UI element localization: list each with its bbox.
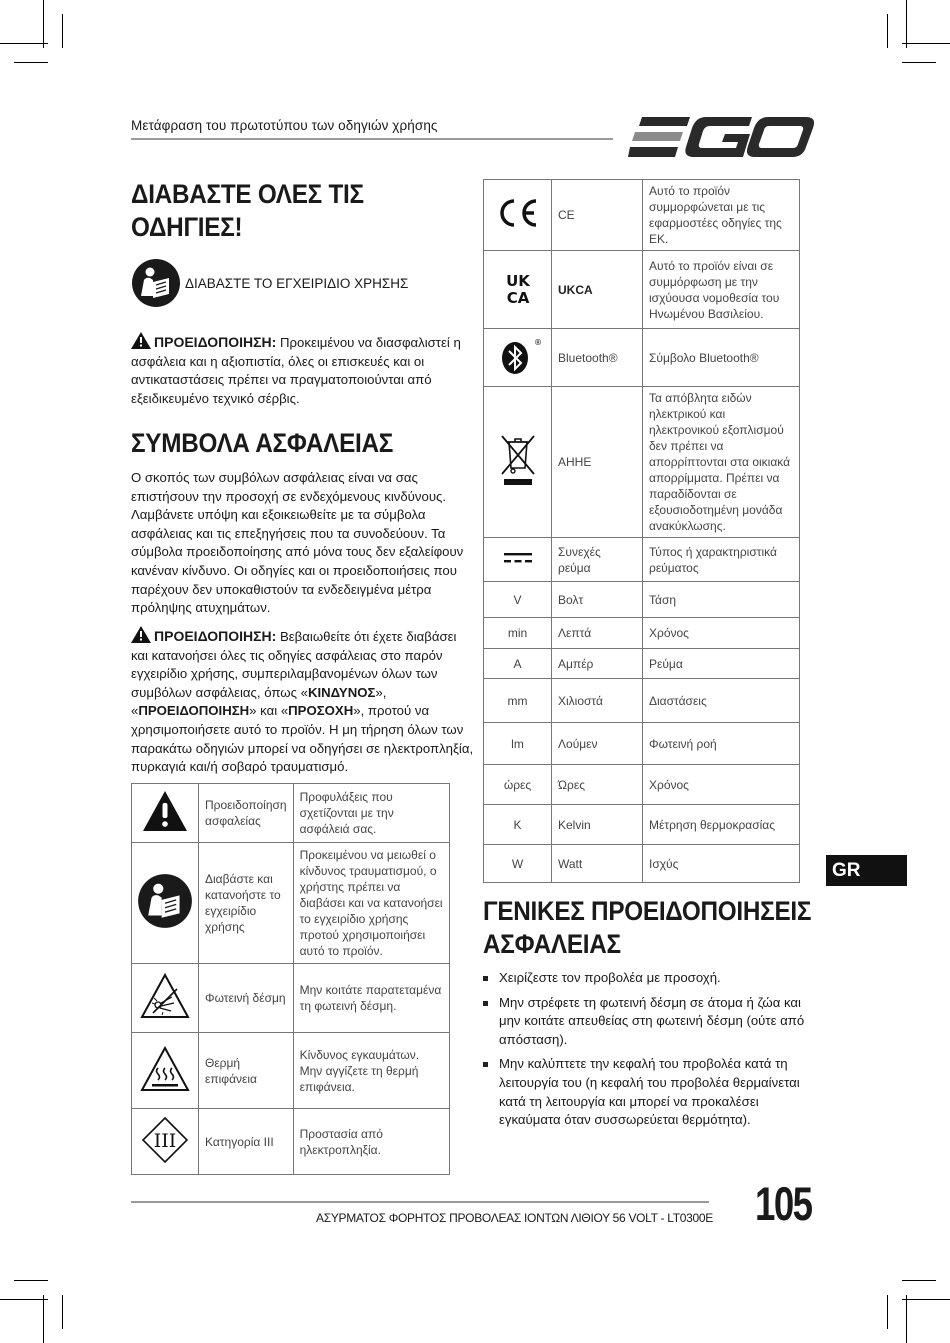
svg-text:CA: CA: [506, 288, 529, 307]
bluetooth-icon: [496, 336, 540, 376]
page-number: 105: [755, 1177, 812, 1230]
table-cell-name: CE: [552, 180, 643, 251]
header-rule: [131, 138, 613, 140]
crop-mark: [62, 14, 63, 48]
table-cell-name: Λεπτά: [552, 618, 643, 649]
table-cell-icon: [132, 964, 199, 1033]
table-cell-desc: Ισχύς: [643, 845, 800, 883]
table-cell-symbol: K: [484, 805, 552, 845]
crop-mark: [906, 1295, 907, 1343]
ego-logo: [628, 115, 814, 159]
footer-product: ΑΣΥΡΜΑΤΟΣ ΦΟΡΗΤΟΣ ΠΡΟΒΟΛΕΑΣ ΙΟΝΤΩΝ ΛΙΘΙΟΥ 56 VOLT - LT0300E: [316, 1211, 713, 1225]
table-cell-desc: Προκειμένου να μειωθεί ο κίνδυνος τραυματισμού, ο χρήστης πρέπει να διαβάσει και να κατανοήσει το εγχειρίδιο χρήσης προτού χρησιμοποιήσει αυτό το προϊόν.: [293, 843, 449, 964]
crop-mark: [902, 62, 936, 63]
read-manual-icon: [131, 258, 181, 308]
weee-icon: [498, 432, 538, 488]
general-warnings-title: [483, 895, 811, 961]
table-cell-name: Watt: [552, 845, 643, 883]
right-symbol-table: [483, 179, 800, 883]
table-cell-name: Κατηγορία III: [199, 1109, 294, 1175]
table-cell-name: Χιλιοστά: [552, 679, 643, 723]
language-tab: GR: [826, 855, 907, 886]
list-item: Χειρίζεστε τον προβολέα με προσοχή.: [483, 969, 813, 988]
table-cell-name: Θερμή επιφάνεια: [199, 1033, 294, 1109]
read-all-title-line2: ΟΔΗΓΙΕΣ!: [131, 212, 243, 242]
table-row: [484, 845, 800, 883]
table-cell-symbol: mm: [484, 679, 552, 723]
list-item: Μην στρέφετε τη φωτεινή δέσμη σε άτομα ή ζώα και μην κοιτάτε απευθείας στη φωτεινή δέσμη (ούτε από απόσταση).: [483, 994, 813, 1050]
table-cell-name: Ώρες: [552, 765, 643, 805]
list-item: Μην καλύπτετε την κεφαλή του προβολέα κατά τη λειτουργία του (η κεφαλή του προβολέα θερμαίνεται κατά τη λειτουργία και μπορεί να προκαλέσει εγκαύματα όταν συσσωρεύεται θερμότητα).: [483, 1055, 813, 1129]
warning-1-label: ΠΡΟΕΙΔΟΠΟΙΗΣΗ:: [154, 334, 277, 350]
read-all-title: [131, 178, 364, 244]
ukca-icon: [502, 271, 534, 305]
crop-mark: [0, 1299, 48, 1300]
warning-2-warning: ΠΡΟΕΙΔΟΠΟΙΗΣΗ: [138, 703, 250, 719]
table-cell-icon: [484, 329, 552, 387]
table-row: [132, 1033, 450, 1109]
crop-mark: [902, 1299, 950, 1300]
general-warnings-title-line2: ΑΣΦΑΛΕΙΑΣ: [483, 929, 621, 959]
general-warnings-title-line1: ΓΕΝΙΚΕΣ ΠΡΟΕΙΔΟΠΟΙΗΣΕΙΣ: [483, 896, 812, 926]
table-cell-desc: Διαστάσεις: [643, 679, 800, 723]
warning-1: [131, 332, 476, 408]
table-cell-name: Λούμεν: [552, 723, 643, 765]
header-subtitle: Μετάφραση του πρωτοτύπου των οδηγιών χρήσης: [131, 118, 438, 133]
crop-mark: [0, 43, 48, 44]
warning-2-label: ΠΡΟΕΙΔΟΠΟΙΗΣΗ:: [154, 628, 277, 644]
table-cell-symbol: A: [484, 649, 552, 679]
table-cell-desc: Φωτεινή ροή: [643, 723, 800, 765]
symbols-intro: Ο σκοπός των συμβόλων ασφάλειας είναι να σας επιστήσουν την προσοχή σε ενδεχόμενους κινδύνους. Λαμβάνετε υπόψη και εξοικειωθείτε με τα σύμβολα ασφάλειας και τις επεξηγήσεις που τα συνοδεύουν. Τα σύμβολα προειδοποίησης από μόνα τους δεν εξαλείφουν κανέναν κίνδυνο. Οι οδηγίες και οι προειδοποιήσεις που παρέχουν δεν υποκαθιστούν τα ενδεδειγμένα μέτρα πρόληψης ατυχημάτων.: [131, 470, 464, 616]
table-cell-icon: [132, 1109, 199, 1175]
general-warnings-list: [483, 969, 813, 1136]
table-row: [484, 387, 800, 538]
table-cell-desc: Σύμβολο Bluetooth®: [643, 329, 800, 387]
table-cell-icon: [484, 387, 552, 538]
table-row: [484, 582, 800, 618]
table-cell-desc: Προφυλάξεις που σχετίζονται με την ασφάλειά σας.: [293, 784, 449, 843]
table-cell-name: ΑΗΗΕ: [552, 387, 643, 538]
table-cell-name: Kelvin: [552, 805, 643, 845]
safety-alert-icon: [142, 790, 188, 832]
table-cell-desc: Τύπος ή χαρακτηριστικά ρεύματος: [643, 538, 800, 582]
table-row: [132, 784, 450, 843]
table-cell-name: Συνεχές ρεύμα: [552, 538, 643, 582]
crop-mark: [62, 1295, 63, 1329]
table-cell-desc: Τάση: [643, 582, 800, 618]
crop-mark: [43, 0, 44, 48]
table-cell-desc: Μέτρηση θερμοκρασίας: [643, 805, 800, 845]
warning-icon: [131, 332, 151, 349]
table-cell-name: Φωτεινή δέσμη: [199, 964, 294, 1033]
crop-mark: [43, 1295, 44, 1343]
table-cell-name: UKCA: [552, 251, 643, 329]
table-cell-desc: Ρεύμα: [643, 649, 800, 679]
read-all-title-line1: ΔΙΑΒΑΣΤΕ ΟΛΕΣ ΤΙΣ: [131, 179, 364, 209]
table-cell-symbol: V: [484, 582, 552, 618]
table-row: [484, 649, 800, 679]
svg-text:®: ®: [533, 337, 542, 347]
ce-icon: [496, 198, 540, 228]
table-cell-symbol: min: [484, 618, 552, 649]
warning-2-text: » και «: [249, 703, 289, 719]
table-cell-desc: Μην κοιτάτε παρατεταμένα τη φωτεινή δέσμη.: [293, 964, 449, 1033]
table-row: [484, 538, 800, 582]
read-manual-row: [131, 258, 408, 308]
table-cell-desc: Αυτό το προϊόν συμμορφώνεται με τις εφαρμοστέες οδηγίες της ΕΚ.: [643, 180, 800, 251]
warning-2-text: Βεβαιωθείτε ότι έχετε διαβάσει και κατανοήσει όλες τις οδηγίες ασφάλειας στο παρόν εγχειρίδιο χρήσης, συμπεριλαμβανομένων όλων των συμβόλων ασφάλειας, όπως «: [131, 629, 457, 700]
warning-2-text: », «: [131, 684, 387, 719]
footer-rule: [131, 1201, 709, 1203]
warning-2-text: », προτού να χρησιμοποιήσετε αυτό το προϊόν. Η μη τήρηση όλων των παρακάτω οδηγιών μπορεί να οδηγήσει σε ηλεκτροπληξία, πυρκαγιά και/ή σοβαρό τραυματισμό.: [131, 703, 474, 775]
light-beam-icon: [140, 973, 190, 1019]
table-row: [484, 180, 800, 251]
read-manual-label: ΔΙΑΒΑΣΤΕ ΤΟ ΕΓΧΕΙΡΙΔΙΟ ΧΡΗΣΗΣ: [185, 275, 409, 291]
table-row: [484, 765, 800, 805]
crop-mark: [887, 1295, 888, 1329]
table-cell-desc: Χρόνος: [643, 618, 800, 649]
table-row: [484, 805, 800, 845]
table-cell-name: Προειδοποίηση ασφαλείας: [199, 784, 294, 843]
table-cell-name: Bluetooth®: [552, 329, 643, 387]
read-manual-icon: [137, 873, 193, 929]
table-row: [484, 618, 800, 649]
table-row: [132, 1109, 450, 1175]
table-cell-name: Διαβάστε και κατανοήστε το εγχειρίδιο χρήσης: [199, 843, 294, 964]
table-cell-symbol: ώρες: [484, 765, 552, 805]
table-cell-desc: Χρόνος: [643, 765, 800, 805]
table-cell-symbol: lm: [484, 723, 552, 765]
table-cell-icon: [484, 180, 552, 251]
table-cell-desc: Αυτό το προϊόν είναι σε συμμόρφωση με την ισχύουσα νομοθεσία του Ηνωμένου Βασιλείου.: [643, 251, 800, 329]
table-cell-icon: [484, 538, 552, 582]
svg-text:UK: UK: [505, 271, 530, 290]
warning-icon: [131, 626, 151, 643]
table-row: [484, 723, 800, 765]
table-row: [484, 679, 800, 723]
table-cell-icon: [132, 1033, 199, 1109]
table-cell-icon: [132, 843, 199, 964]
left-symbol-table: [131, 783, 450, 1175]
table-cell-icon: [484, 251, 552, 329]
table-cell-icon: [132, 784, 199, 843]
crop-mark: [887, 14, 888, 48]
table-cell-desc: Τα απόβλητα ειδών ηλεκτρικού και ηλεκτρονικού εξοπλισμού δεν πρέπει να απορρίπτονται στα οικιακά απορρίμματα. Πρέπει να παραδίδονται σε εξουσιοδοτημένη μονάδα ανακύκλωσης.: [643, 387, 800, 538]
table-cell-desc: Προστασία από ηλεκτροπληξία.: [293, 1109, 449, 1175]
table-row: [132, 843, 450, 964]
table-cell-name: Αμπέρ: [552, 649, 643, 679]
crop-mark: [14, 1280, 48, 1281]
crop-mark: [902, 1280, 936, 1281]
warning-2: [131, 626, 476, 777]
table-cell-desc: Κίνδυνος εγκαυμάτων. Μην αγγίζετε τη θερμή επιφάνεια.: [293, 1033, 449, 1109]
direct-current-icon: [502, 550, 534, 566]
table-cell-name: Βολτ: [552, 582, 643, 618]
class-iii-icon: [141, 1116, 189, 1164]
warning-2-danger: ΚΙΝΔΥΝΟΣ: [307, 684, 376, 700]
crop-mark: [906, 0, 907, 48]
symbols-title: ΣΥΜΒΟΛΑ ΑΣΦΑΛΕΙΑΣ: [131, 428, 394, 458]
hot-surface-icon: [140, 1046, 190, 1092]
table-row: [484, 329, 800, 387]
svg-text:III: III: [153, 1129, 177, 1152]
table-row: [484, 251, 800, 329]
warning-1-text: Προκειμένου να διασφαλιστεί η ασφάλεια και η αξιοπιστία, όλες οι επισκευές και οι αντικαταστάσεις πρέπει να πραγματοποιούνται από εξειδικευμένο τεχνικό σέρβις.: [131, 335, 461, 406]
table-row: [132, 964, 450, 1033]
warning-2-caution: ΠΡΟΣΟΧΗ: [288, 703, 354, 719]
crop-mark: [14, 62, 48, 63]
crop-mark: [902, 43, 950, 44]
table-cell-symbol: W: [484, 845, 552, 883]
